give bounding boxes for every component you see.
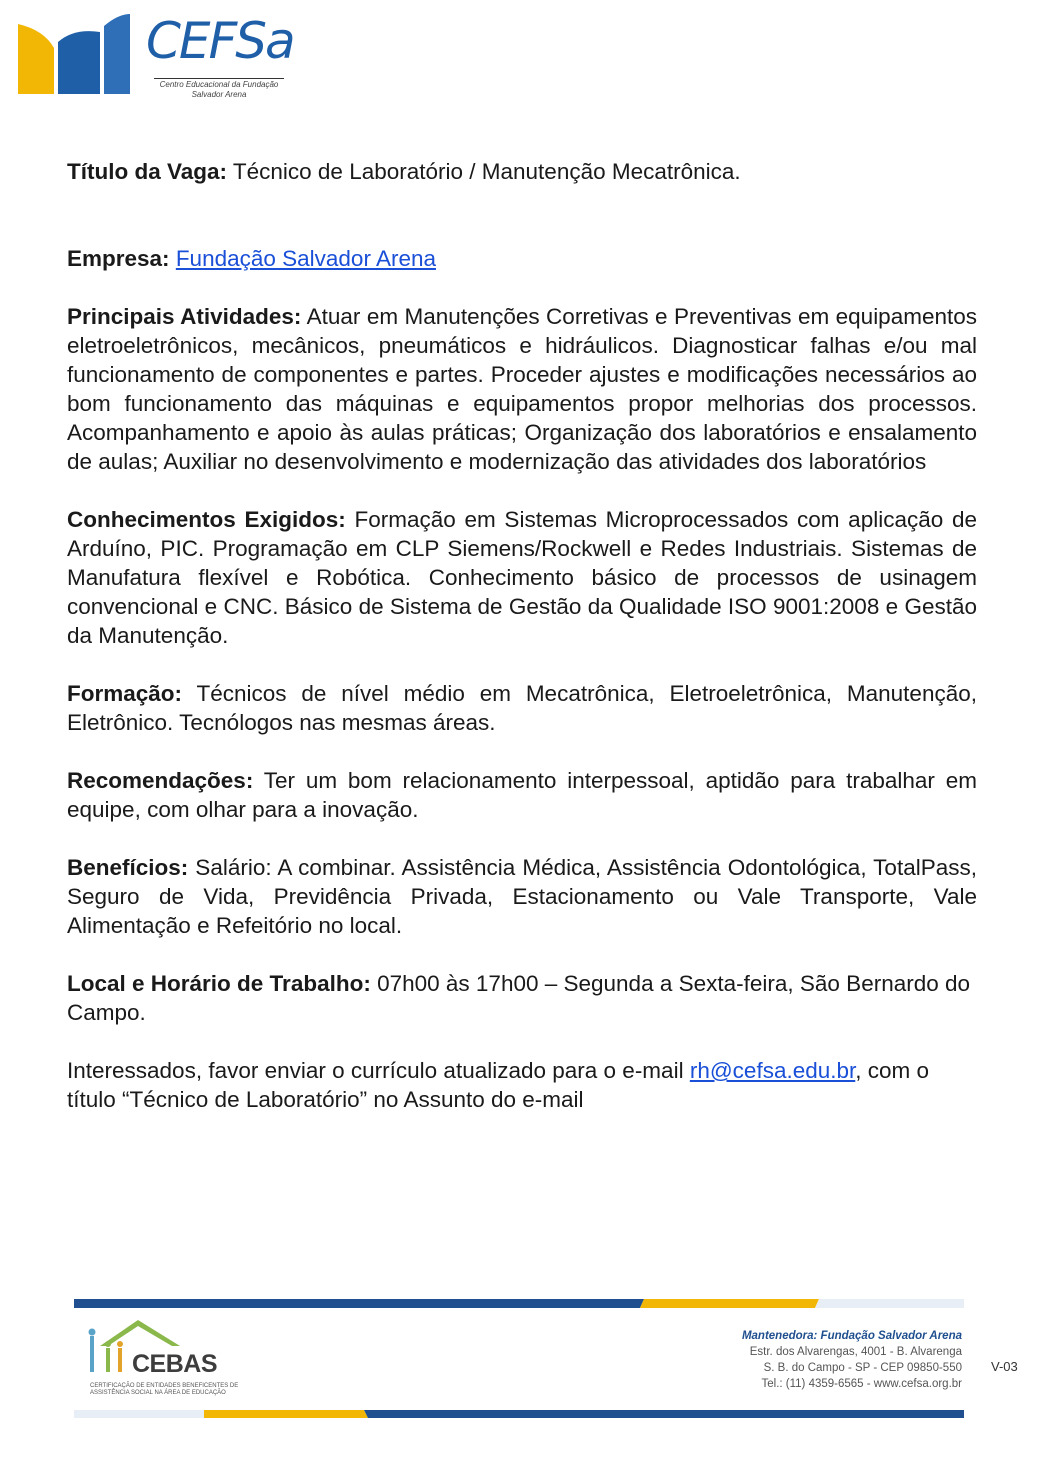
education-label: Formação:	[67, 681, 183, 706]
cebas-logo-text: CEBAS	[132, 1350, 218, 1378]
activities-label: Principais Atividades:	[67, 304, 302, 329]
knowledge-value: Formação em Sistemas Microprocessados com aplicação de Arduíno, PIC. Programação em CLP Siemens/Rockwell e Redes Industriais. Sistemas de Manufatura flexível e Robótica. Conhecimento básico de processos de usinagem convencional e CNC. Básico de Sistema de Gestão da Qualidade ISO 9001:2008 e Gestão da Manutenção.	[67, 507, 977, 648]
cebas-logo-subtitle: CERTIFICAÇÃO DE ENTIDADES BENEFICENTES DE ASSISTÊNCIA SOCIAL NA ÁREA DE EDUCAÇÃO	[90, 1383, 239, 1396]
address-line-2: S. B. do Campo - SP - CEP 09850-550	[763, 1362, 962, 1374]
activities-value: Atuar em Manutenções Corretivas e Preventivas em equipamentos eletroeletrônicos, mecânicos, pneumáticos e hidráulicos. Diagnosticar falhas e/ou mal funcionamento de componentes e partes. Proceder ajustes e modificações necessários ao bom funcionamento das máquinas e equipamentos propor melhorias dos processos. Acompanhamento e apoio às aulas práticas; Organização dos laboratórios e ensalamento de aulas; Auxiliar no desenvolvimento e modernização das atividades dos laboratórios	[67, 304, 977, 474]
recommendations-value: Ter um bom relacionamento interpessoal, aptidão para trabalhar em equipe, com olhar para a inovação.	[67, 768, 977, 822]
job-posting	[67, 157, 977, 1114]
recommendations-label: Recomendações:	[67, 768, 254, 793]
footer-top-stripe	[74, 1299, 964, 1308]
education-value: Técnicos de nível médio em Mecatrônica, Eletroeletrônica, Manutenção, Eletrônico. Tecnólogos nas mesmas áreas.	[67, 681, 977, 735]
education-paragraph	[67, 679, 977, 737]
phone-website: Tel.: (11) 4359-6565 - www.cefsa.org.br	[761, 1378, 962, 1390]
document-version: V-03	[991, 1359, 1018, 1374]
cefsa-logo-text: CEFSa	[146, 12, 294, 70]
benefits-value: Salário: A combinar. Assistência Médica, Assistência Odontológica, TotalPass, Seguro de Vida, Previdência Privada, Estacionamento ou Vale Transporte, Vale Alimentação e Refeitório no local.	[67, 855, 977, 938]
apply-text-start: Interessados, favor enviar o currículo atualizado para o e-mail	[67, 1058, 690, 1083]
location-paragraph	[67, 969, 977, 1027]
recommendations-paragraph	[67, 766, 977, 824]
cefsa-logo-mark-icon	[14, 8, 144, 98]
job-title-paragraph	[67, 157, 977, 186]
company-link[interactable]: Fundação Salvador Arena	[175, 246, 436, 271]
footer-address	[742, 1328, 962, 1392]
apply-paragraph	[67, 1056, 977, 1114]
apply-email-link[interactable]: rh@cefsa.edu.br	[689, 1058, 856, 1083]
job-title-value: Técnico de Laboratório / Manutenção Mecatrônica.	[227, 159, 741, 184]
cebas-logo	[84, 1318, 254, 1400]
company-paragraph	[67, 244, 977, 273]
maintainer-name: Mantenedora: Fundação Salvador Arena	[741, 1330, 962, 1342]
apply-text-end: , com o título “Técnico de Laboratório” no Assunto do e-mail	[67, 1058, 930, 1112]
cefsa-logo	[14, 8, 294, 100]
job-title-label: Título da Vaga:	[67, 159, 228, 184]
location-value: 07h00 às 17h00 – Segunda a Sexta-feira, São Bernardo do Campo.	[67, 971, 971, 1025]
knowledge-label: Conhecimentos Exigidos:	[67, 507, 346, 532]
activities-paragraph	[67, 302, 977, 476]
cefsa-logo-subtitle: Centro Educacional da Fundação Salvador Arena	[154, 78, 284, 100]
benefits-label: Benefícios:	[67, 855, 189, 880]
address-line-1: Estr. dos Alvarengas, 4001 - B. Alvarenga	[749, 1346, 962, 1358]
company-label: Empresa:	[67, 246, 170, 271]
location-label: Local e Horário de Trabalho:	[67, 971, 371, 996]
footer-bottom-stripe	[74, 1410, 964, 1418]
benefits-paragraph	[67, 853, 977, 940]
knowledge-paragraph	[67, 505, 977, 650]
